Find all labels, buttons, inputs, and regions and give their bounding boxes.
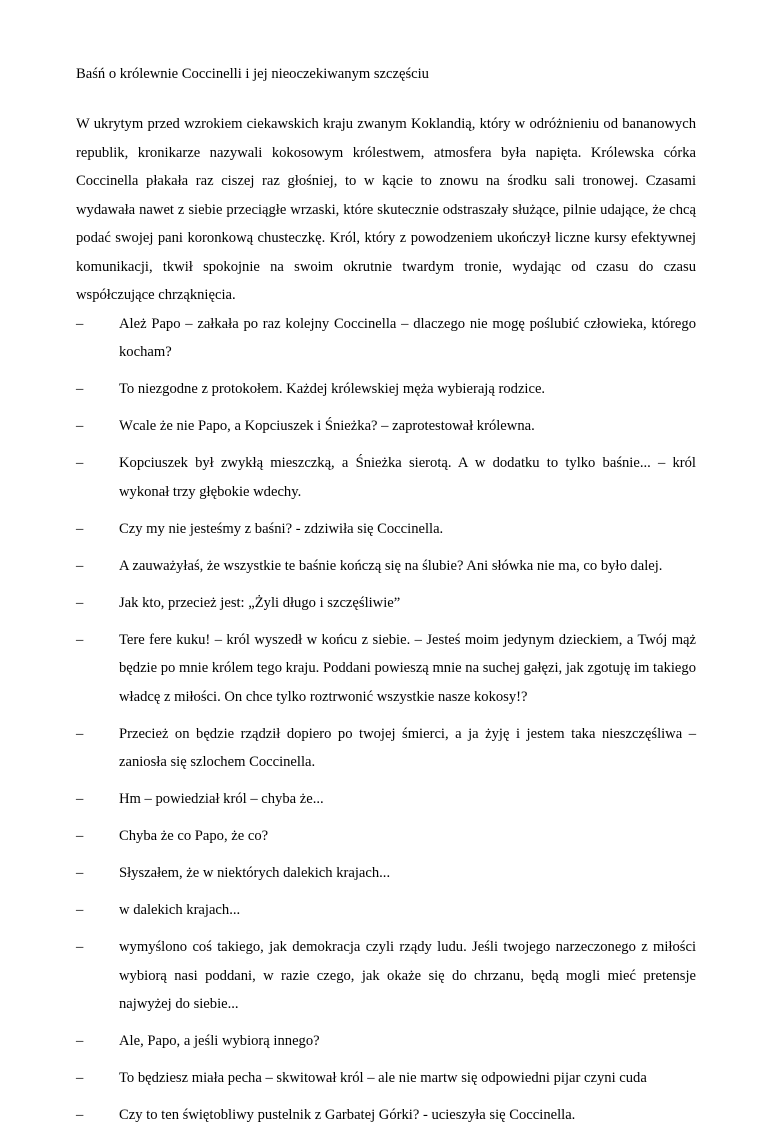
dash-bullet: – <box>76 1033 84 1049</box>
dash-bullet: – <box>76 594 84 611</box>
dash-bullet: – <box>76 418 84 434</box>
dialog-line <box>76 1064 696 1093</box>
document-title: Baśń o królewnie Coccinelli i jej nieoczekiwanym szczęściu <box>76 66 429 82</box>
dialog-text: w dalekich krajach... <box>119 902 241 918</box>
dialog-text: Jak kto, przecież jest: „Żyli długo i szczęśliwie” <box>119 594 401 611</box>
dash-bullet: – <box>76 455 84 471</box>
dialog-line <box>76 822 696 851</box>
dash-bullet: – <box>76 315 84 332</box>
dash-bullet: – <box>76 939 84 955</box>
dash-bullet: – <box>76 381 84 397</box>
dialog-text: wymyślono coś takiego, jak demokracja czyli rządy ludu. Jeśli twojego narzeczonego z miłości wybiorą nasi poddani, w razie czego, jak okaże się do chrzanu, będą mogli mieć pretensje najwyżej do siebie... <box>119 939 696 1012</box>
dash-bullet: – <box>76 1070 84 1086</box>
dialog-text: Ależ Papo – załkała po raz kolejny Coccinella – dlaczego nie mogę poślubić człowieka, którego kocham? <box>119 315 696 360</box>
dialog-line <box>76 859 696 888</box>
dash-bullet: – <box>76 557 84 574</box>
dialog-list <box>76 310 696 1130</box>
dialog-text: Przecież on będzie rządził dopiero po twojej śmierci, a ja żyję i jestem taka nieszczęśliwa – zaniosła się szlochem Coccinella. <box>119 725 696 770</box>
dialog-line <box>76 449 696 506</box>
dash-bullet: – <box>76 520 84 537</box>
dialog-text: To niezgodne z protokołem. Każdej królewskiej męża wybierają rodzice. <box>119 381 546 397</box>
dialog-line <box>76 375 696 404</box>
dash-bullet: – <box>76 902 84 918</box>
document-page <box>76 62 696 1138</box>
dialog-line <box>76 310 696 367</box>
dialog-text: Ale, Papo, a jeśli wybiorą innego? <box>119 1033 320 1049</box>
dialog-text: Kopciuszek był zwykłą mieszczką, a Śnieżka sierotą. A w dodatku to tylko baśnie... – król wykonał trzy głębokie wdechy. <box>119 455 696 500</box>
dash-bullet: – <box>76 828 84 844</box>
dialog-text: Hm – powiedział król – chyba że... <box>119 791 324 807</box>
dialog-text: Tere fere kuku! – król wyszedł w końcu z siebie. – Jesteś moim jedynym dzieckiem, a Twój mąż będzie po mnie królem tego kraju. Poddani powieszą mnie na suchej gałęzi, jak zgotuję im takiego władcę z miłości. On chce tylko roztrwonić wszystkie nasze kokosy!? <box>119 631 696 705</box>
dialog-line <box>76 552 696 581</box>
dialog-line <box>76 626 696 712</box>
dialog-line <box>76 896 696 925</box>
dash-bullet: – <box>76 791 84 807</box>
intro-paragraph: W ukrytym przed wzrokiem ciekawskich kraju zwanym Koklandią, który w odróżnieniu od bananowych republik, kronikarze nazywali kokosowym królestwem, atmosfera była napięta. Królewska córka Coccinella płakała raz ciszej raz głośniej, to w kącie to znowu na środku sali tronowej. Czasami wydawała nawet z siebie przeciągłe wrzaski, które skutecznie odstraszały służące, pilnie udające, że chcą podać swojej pani koronkową chusteczkę. Król, który z powodzeniem ukończył liczne kursy efektywnej komunikacji, tkwił spokojnie na swoim okrutnie twardym tronie, wydając od czasu do czasu współczujące chrząknięcia. <box>76 116 696 303</box>
dialog-line <box>76 515 696 544</box>
dialog-text: To będziesz miała pecha – skwitował król – ale nie martw się odpowiedni pijar czyni cuda <box>119 1070 647 1086</box>
dialog-text: Chyba że co Papo, że co? <box>119 828 269 844</box>
dash-bullet: – <box>76 865 84 881</box>
dialog-line <box>76 1027 696 1056</box>
dialog-line <box>76 785 696 814</box>
dash-bullet: – <box>76 631 84 648</box>
dash-bullet: – <box>76 1107 84 1123</box>
dialog-line <box>76 720 696 777</box>
dialog-line <box>76 1101 696 1130</box>
dialog-text: Wcale że nie Papo, a Kopciuszek i Śnieżka? – zaprotestował królewna. <box>119 418 535 434</box>
dialog-text: Czy to ten świętobliwy pustelnik z Garbatej Górki? - ucieszyła się Coccinella. <box>119 1107 576 1123</box>
dialog-line <box>76 589 696 618</box>
dialog-text: Czy my nie jesteśmy z baśni? - zdziwiła się Coccinella. <box>119 520 444 537</box>
dialog-line <box>76 933 696 1019</box>
dialog-text: A zauważyłaś, że wszystkie te baśnie kończą się na ślubie? Ani słówka nie ma, co było dalej. <box>119 557 663 574</box>
dialog-text: Słyszałem, że w niektórych dalekich krajach... <box>119 865 391 881</box>
dash-bullet: – <box>76 725 84 742</box>
dialog-line <box>76 412 696 441</box>
